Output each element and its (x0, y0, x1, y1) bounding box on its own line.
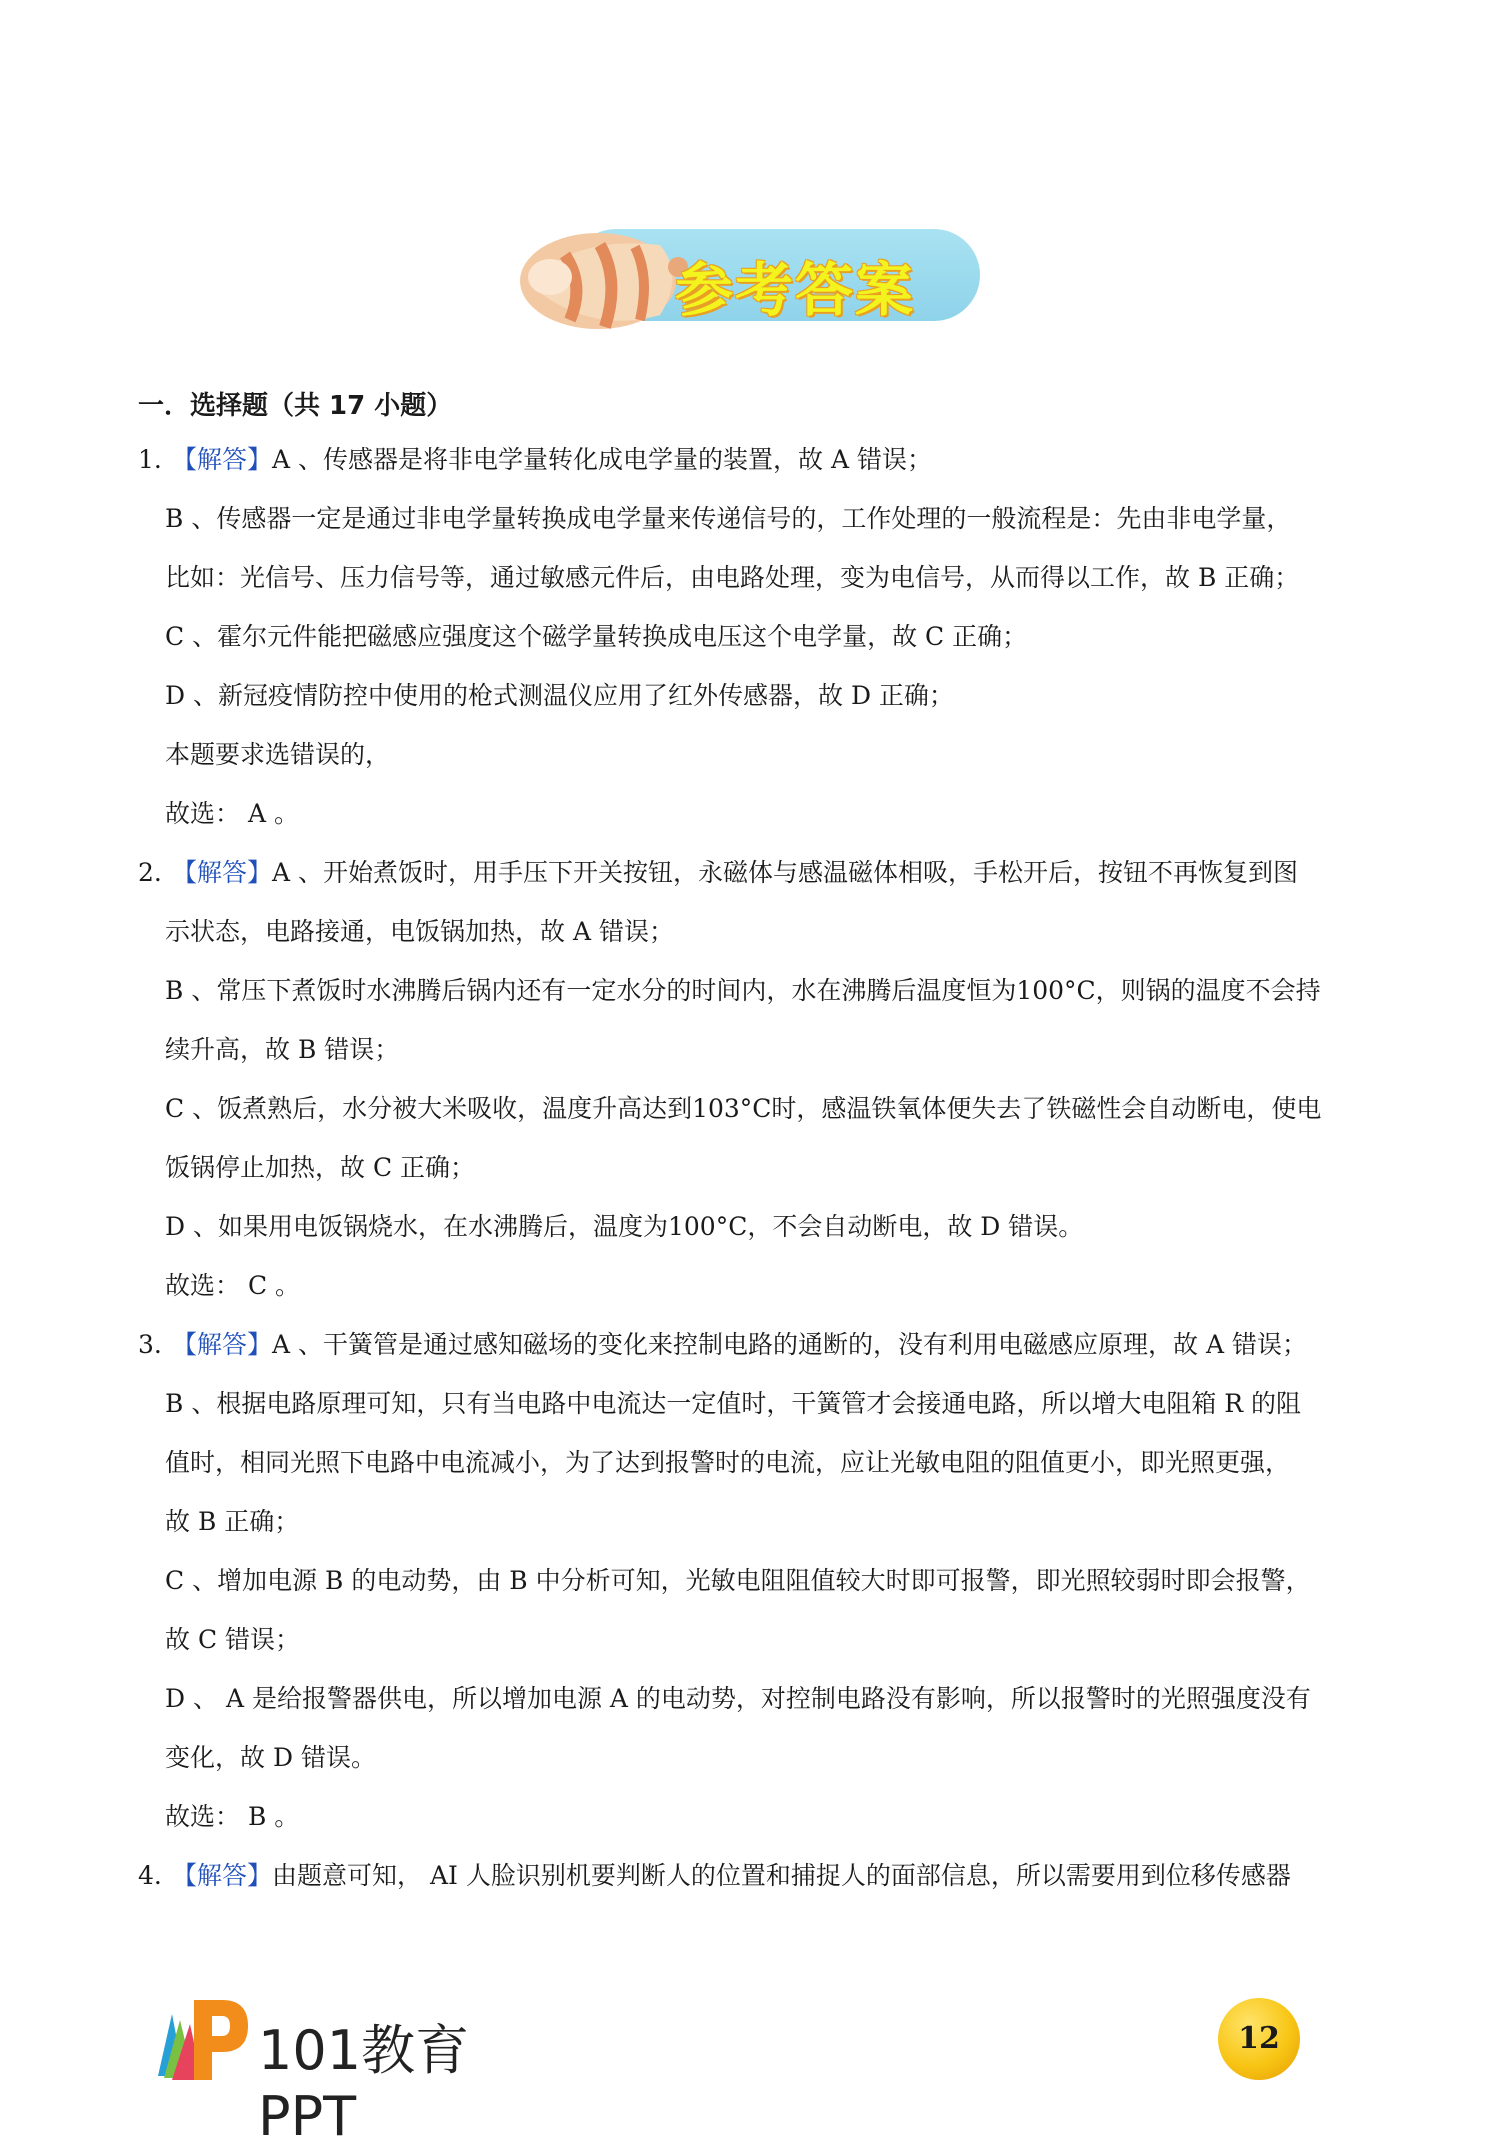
answer-lines (138, 430, 1368, 1905)
answer-line (138, 1551, 1368, 1610)
line-text: B 、根据电路原理可知，只有当电路中电流达一定值时，干簧管才会接通电路，所以增大电阻箱 R 的阻 (165, 1389, 1302, 1418)
logo-icon (150, 1994, 250, 2086)
answer-line (138, 1669, 1368, 1728)
line-text: 值时，相同光照下电路中电流减小，为了达到报警时的电流，应让光敏电阻的阻值更小，即光照更强， (165, 1448, 1291, 1477)
line-text: 故 B 正确； (165, 1507, 300, 1536)
line-text: 续升高，故 B 错误； (165, 1035, 400, 1064)
answer-line (138, 1197, 1368, 1256)
brand-name: 101教育PPT (258, 2019, 470, 2148)
seashell-icon (510, 215, 700, 340)
answer-line (138, 666, 1368, 725)
line-text: A 、开始煮饭时，用手压下开关按钮，永磁体与感温磁体相吸，手松开后，按钮不再恢复到图 (272, 858, 1299, 887)
answer-line (138, 607, 1368, 666)
answer-line (138, 784, 1368, 843)
answer-line (138, 548, 1368, 607)
answer-tag: 【解答】 (172, 1861, 273, 1890)
line-text: C 、霍尔元件能把磁感应强度这个磁学量转换成电压这个电学量，故 C 正确； (165, 622, 1028, 651)
line-text: A 、干簧管是通过感知磁场的变化来控制电路的通断的，没有利用电磁感应原理，故 A 错误； (272, 1330, 1307, 1359)
line-text: 饭锅停止加热，故 C 正确； (165, 1153, 476, 1182)
answer-tag: 【解答】 (172, 1330, 273, 1359)
answer-line (138, 1374, 1368, 1433)
line-text: D 、 A 是给报警器供电，所以增加电源 A 的电动势，对控制电路没有影响，所以报警时的光照强度没有 (165, 1684, 1311, 1713)
answer-line (138, 489, 1368, 548)
answer-line (138, 902, 1368, 961)
answer-line (138, 1138, 1368, 1197)
line-text: 示状态，电路接通，电饭锅加热，故 A 错误； (165, 917, 674, 946)
banner-title: 参考答案 (675, 256, 916, 324)
answer-line (138, 725, 1368, 784)
question-answer-line (138, 1315, 1368, 1374)
line-text: C 、增加电源 B 的电动势，由 B 中分析可知，光敏电阻阻值较大时即可报警，即光照较弱时即会报警， (165, 1566, 1311, 1595)
line-text: 故选： B 。 (165, 1802, 300, 1831)
answer-line (138, 1256, 1368, 1315)
line-text: A 、传感器是将非电学量转化成电学量的装置，故 A 错误； (272, 445, 932, 474)
answer-line (138, 961, 1368, 1020)
answer-tag: 【解答】 (172, 445, 273, 474)
answer-banner (510, 215, 990, 335)
line-text: B 、传感器一定是通过非电学量转换成电学量来传递信号的，工作处理的一般流程是：先由非电学量， (165, 504, 1292, 533)
question-number: 2. (138, 858, 162, 887)
answer-line (138, 1728, 1368, 1787)
line-text: 故 C 错误； (165, 1625, 301, 1654)
answer-line (138, 1787, 1368, 1846)
answer-content (138, 382, 1368, 1905)
line-text: 比如：光信号、压力信号等，通过敏感元件后，由电路处理，变为电信号，从而得以工作，故 B 正确； (165, 563, 1300, 592)
line-text: 变化，故 D 错误。 (165, 1743, 376, 1772)
line-text: C 、饭煮熟后，水分被大米吸收，温度升高达到103°C时，感温铁氧体便失去了铁磁性会自动断电，使电 (165, 1094, 1322, 1123)
answer-line (138, 1020, 1368, 1079)
answer-line (138, 1492, 1368, 1551)
question-answer-line (138, 430, 1368, 489)
question-answer-line (138, 843, 1368, 902)
question-answer-line (138, 1846, 1368, 1905)
answer-tag: 【解答】 (172, 858, 273, 887)
question-number: 4. (138, 1861, 162, 1890)
answer-line (138, 1610, 1368, 1669)
answer-line (138, 1433, 1368, 1492)
question-number: 3. (138, 1330, 162, 1359)
line-text: 本题要求选错误的， (165, 740, 391, 769)
line-text: D 、如果用电饭锅烧水，在水沸腾后，温度为100°C，不会自动断电，故 D 错误。 (165, 1212, 1084, 1241)
line-text: 由题意可知， AI 人脸识别机要判断人的位置和捕捉人的面部信息，所以需要用到位移传感器 (272, 1861, 1291, 1890)
page-number-badge: 12 (1218, 1998, 1300, 2080)
question-number: 1. (138, 445, 162, 474)
brand-logo (150, 1994, 550, 2148)
line-text: B 、常压下煮饭时水沸腾后锅内还有一定水分的时间内，水在沸腾后温度恒为100°C，则锅的温度不会持 (165, 976, 1321, 1005)
line-text: 故选： A 。 (165, 799, 299, 828)
answer-line (138, 1079, 1368, 1138)
line-text: D 、新冠疫情防控中使用的枪式测温仪应用了红外传感器，故 D 正确； (165, 681, 954, 710)
section-title: 一．选择题（共 17 小题） (138, 391, 453, 421)
line-text: 故选： C 。 (165, 1271, 301, 1300)
